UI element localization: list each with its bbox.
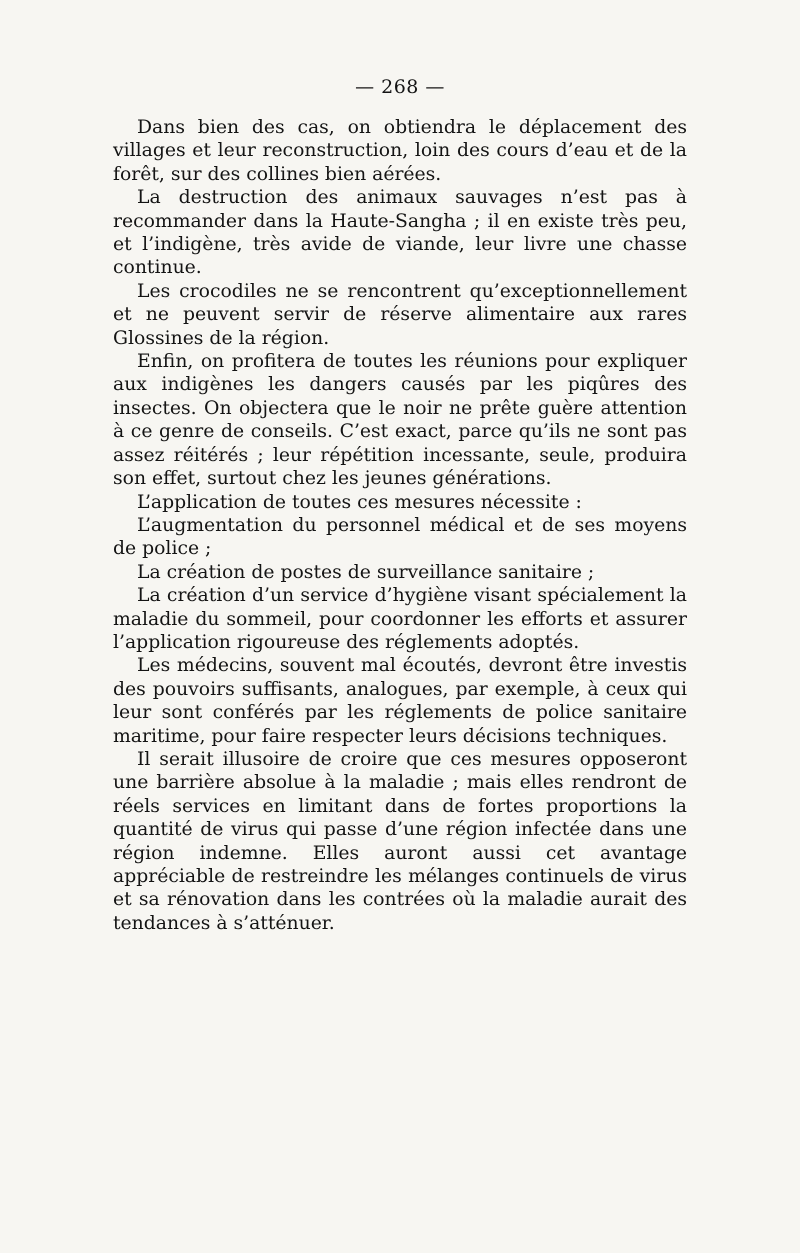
paragraph: L’application de toutes ces mesures nécessite : — [137, 491, 582, 513]
body-text — [113, 116, 687, 935]
paragraph: La création de postes de surveillance sanitaire ; — [137, 561, 595, 583]
paragraph: La destruction des animaux sauvages n’est pas à recommander dans la Haute-Sangha ; il en existe très peu, et l’indigène, très avide de viande, leur livre une chasse continue. — [113, 187, 687, 279]
paragraph: La création d’un service d’hygiène visant spécialement la maladie du sommeil, pour coordonner les efforts et assurer l’application rigoureuse des réglements adoptés. — [113, 585, 687, 653]
paragraph: Enfin, on profitera de toutes les réunions pour expliquer aux indigènes les dangers causés par les piqûres des insectes. On objectera que le noir ne prête guère attention à ce genre de conseils. C’est exact, parce qu’ils ne sont pas assez réitérés ; leur répétition incessante, seule, produira son effet, surtout chez les jeunes générations. — [113, 351, 687, 490]
paragraph: Dans bien des cas, on obtiendra le déplacement des villages et leur reconstruction, loin des cours d’eau et de la forêt, sur des collines bien aérées. — [113, 117, 687, 185]
paragraph: Les médecins, souvent mal écoutés, devront être investis des pouvoirs suffisants, analogues, par exemple, à ceux qui leur sont conférés par les réglements de police sanitaire maritime, pour faire respecter leurs décisions techniques. — [113, 655, 687, 747]
paragraph: L’augmentation du personnel médical et de ses moyens de police ; — [113, 514, 687, 560]
paragraph: Il serait illusoire de croire que ces mesures opposeront une barrière absolue à la maladie ; mais elles rendront de réels services en limitant dans de fortes proportions la quantité de virus qui passe d’une région infectée dans une région indemne. Elles auront aussi cet avantage appréciable de restreindre les mélanges continuels de virus et sa rénovation dans les contrées où la maladie aurait des tendances à s’atténuer. — [113, 748, 687, 934]
paragraph: Les crocodiles ne se rencontrent qu’exceptionnellement et ne peuvent servir de réserve alimentaire aux rares Glossines de la région. — [113, 280, 687, 349]
page-number: — 268 — — [355, 76, 445, 98]
